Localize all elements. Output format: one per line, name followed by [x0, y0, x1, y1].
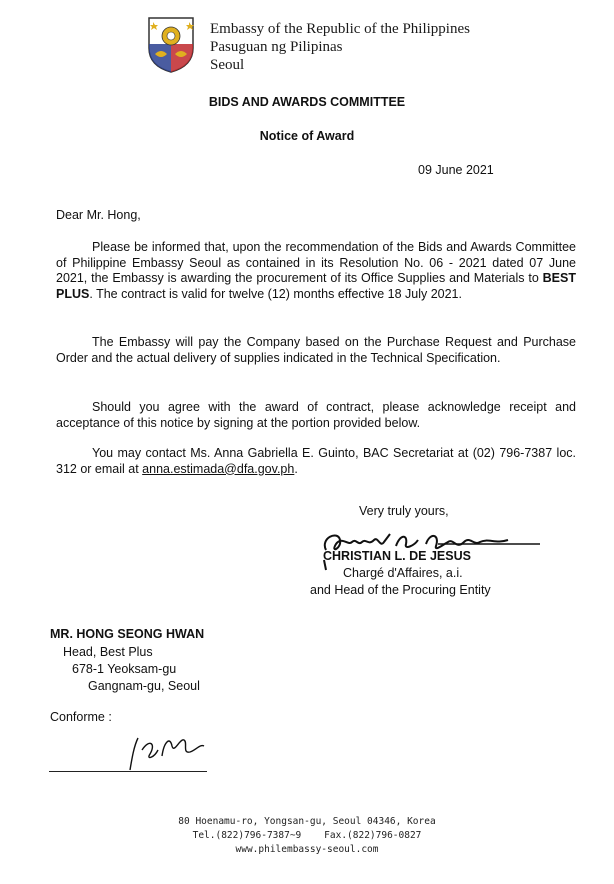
embassy-name-local: Pasuguan ng Pilipinas — [210, 39, 343, 55]
signer-title: Chargé d'Affaires, a.i. — [343, 566, 463, 580]
letter-date: 09 June 2021 — [418, 163, 494, 177]
contact-email-link[interactable]: anna.estimada@dfa.gov.ph — [142, 461, 295, 476]
paragraph-payment — [56, 335, 576, 366]
embassy-city: Seoul — [210, 57, 245, 73]
conforme-label: Conforme : — [50, 710, 112, 724]
footer-website[interactable]: www.philembassy-seoul.com — [235, 844, 379, 855]
philippine-seal-icon — [145, 14, 197, 74]
paragraph-award-text-2: . The contract is valid for twelve (12) months effective 18 July 2021. — [89, 286, 462, 301]
committee-heading: BIDS AND AWARDS COMMITTEE — [208, 95, 406, 109]
recipient-position: Head, Best Plus — [63, 645, 153, 659]
signer-signature — [318, 520, 543, 572]
paragraph-payment-text: The Embassy will pay the Company based on the Purchase Request and Purchase Order and the actual delivery of supplies indicated in the Technical Specification. — [56, 335, 576, 365]
salutation: Dear Mr. Hong, — [56, 208, 141, 222]
recipient-address-line2: Gangnam-gu, Seoul — [88, 679, 200, 693]
signer-title-secondary: and Head of the Procuring Entity — [310, 583, 491, 597]
closing-line: Very truly yours, — [359, 504, 449, 518]
embassy-name: Embassy of the Republic of the Philippines — [210, 21, 470, 37]
notice-title: Notice of Award — [259, 129, 355, 143]
paragraph-award — [56, 240, 576, 302]
footer-address: 80 Hoenamu-ro, Yongsan-gu, Seoul 04346, Korea — [178, 816, 436, 827]
conforme-signature-line — [49, 771, 207, 772]
paragraph-acknowledge — [56, 400, 576, 431]
signer-name: CHRISTIAN L. DE JESUS — [323, 549, 471, 563]
paragraph-contact-text: You may contact Ms. Anna Gabriella E. Guinto, BAC Secretariat at (02) 796-7387 loc. 312 or email at — [56, 446, 576, 476]
paragraph-contact-end: . — [294, 461, 298, 476]
awardee-company: BEST PLUS — [56, 271, 576, 301]
footer-phone: Tel.(822)796-7387~9 Fax.(822)796-0827 — [192, 830, 422, 841]
paragraph-acknowledge-text: Should you agree with the award of contract, please acknowledge receipt and acceptance of this notice by signing at the portion provided below. — [56, 400, 576, 430]
paragraph-award-text-1: Please be informed that, upon the recommendation of the Bids and Awards Committee of Philippine Embassy Seoul as contained in its Resolution No. 06 - 2021 dated 07 June 2021, the Embassy is awarding the procurement of its Office Supplies and Materials to — [56, 240, 576, 285]
recipient-address-line1: 678-1 Yeoksam-gu — [72, 662, 177, 676]
recipient-name: MR. HONG SEONG HWAN — [50, 627, 205, 641]
letterhead-text — [210, 20, 470, 74]
conforme-signature — [120, 728, 210, 773]
paragraph-contact — [56, 446, 576, 477]
